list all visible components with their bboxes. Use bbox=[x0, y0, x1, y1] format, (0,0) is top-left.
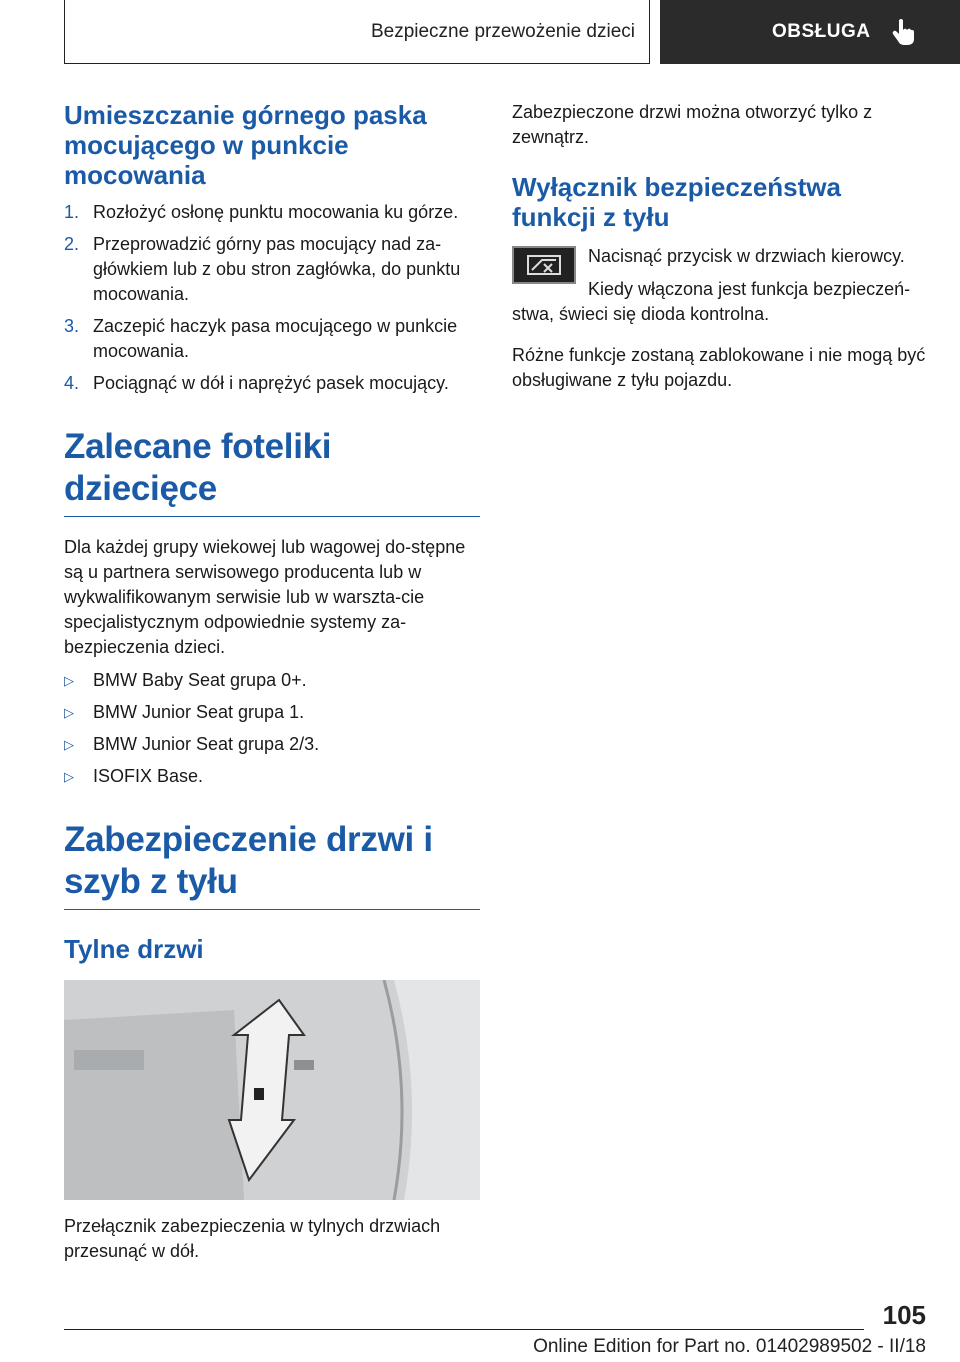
list-item: 2. Przeprowadzić górny pas mocujący nad za‐główkiem lub z obu stron zagłówka, do punktu mocowania. bbox=[64, 234, 461, 304]
list-item: 3. Zaczepić haczyk pasa mocującego w punkcie mocowania. bbox=[64, 316, 458, 361]
right-column bbox=[512, 100, 928, 393]
list-item: ▷ ISOFIX Base. bbox=[64, 764, 480, 789]
window-lock-icon bbox=[512, 246, 576, 284]
safety-switch-heading: Wyłącznik bezpieczeństwa funkcji z tyłu bbox=[512, 172, 841, 232]
triangle-bullet-icon: ▷ bbox=[64, 673, 74, 688]
section-title: Bezpieczne przewożenie dzieci bbox=[370, 20, 635, 42]
running-header bbox=[64, 0, 650, 64]
steps-list bbox=[64, 200, 480, 396]
chapter-tab-label: OBSŁUGA bbox=[772, 21, 871, 42]
page-number: 105 bbox=[882, 1300, 926, 1330]
switch-text-3: Różne funkcje zostaną zablokowane i nie mogą być obsługiwane z tyłu pojazdu. bbox=[512, 345, 926, 390]
rear-doors-text: Zabezpieczone drzwi można otworzyć tylko z zewnątrz. bbox=[512, 102, 873, 147]
list-item: ▷ BMW Junior Seat grupa 1. bbox=[64, 700, 480, 725]
anchor-heading: Umieszczanie górnego paska mocującego w punkcie mocowania bbox=[64, 100, 427, 190]
hand-pointer-icon bbox=[891, 18, 915, 46]
list-item: ▷ BMW Baby Seat grupa 0+. bbox=[64, 668, 480, 693]
triangle-bullet-icon: ▷ bbox=[64, 737, 74, 752]
photo-caption: Przełącznik zabezpieczenia w tylnych drzwiach przesunąć w dół. bbox=[64, 1216, 441, 1261]
list-item: 1. Rozłożyć osłonę punktu mocowania ku górze. bbox=[64, 202, 459, 222]
list-item: 4. Pociągnąć w dół i naprężyć pasek mocujący. bbox=[64, 373, 449, 393]
seats-intro: Dla każdej grupy wiekowej lub wagowej do‐stępne są u partnera serwisowego producenta lub w wykwalifikowanym serwisie lub w warszta‐cie specjalistycznym odpowiednie systemy za‐bezpieczenia dzieci. bbox=[64, 537, 466, 657]
switch-text-2: Kiedy włączona jest funkcja bezpieczeń‐stwa, świeci się dioda kontrolna. bbox=[512, 279, 911, 324]
footer-divider bbox=[64, 1329, 864, 1330]
list-item: ▷ BMW Junior Seat grupa 2/3. bbox=[64, 732, 480, 757]
chapter-tab[interactable] bbox=[660, 0, 960, 64]
triangle-bullet-icon: ▷ bbox=[64, 705, 74, 720]
edition-footer: Online Edition for Part no. 01402989502 - II/18 bbox=[533, 1336, 926, 1357]
triangle-bullet-icon: ▷ bbox=[64, 769, 74, 784]
lock-heading: Zabezpieczenie drzwi i szyb z tyłu bbox=[64, 819, 480, 910]
left-column bbox=[64, 100, 480, 1264]
door-lock-illustration bbox=[64, 980, 480, 1200]
switch-text-1: Nacisnąć przycisk w drzwiach kierowcy. bbox=[588, 246, 905, 266]
seats-heading: Zalecane foteliki dziecięce bbox=[64, 426, 480, 517]
door-lock-photo bbox=[64, 980, 480, 1200]
seats-list bbox=[64, 668, 480, 789]
rear-doors-heading: Tylne drzwi bbox=[64, 934, 204, 964]
